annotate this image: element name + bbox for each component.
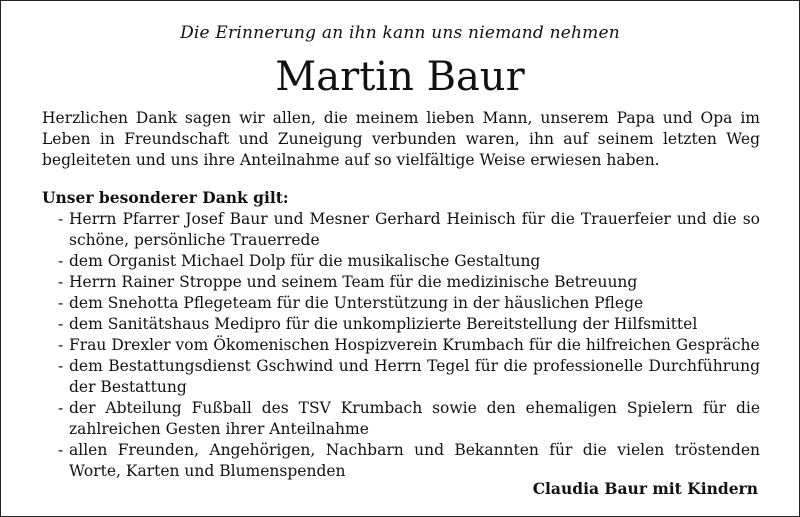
- thanks-item-text: dem Organist Michael Dolp für die musikalische Gestaltung: [69, 252, 541, 270]
- thanks-item: [42, 440, 760, 482]
- signature: Claudia Baur mit Kindern: [532, 479, 758, 498]
- intro-text: Herzlichen Dank sagen wir allen, die meinem lieben Mann, unserem Papa und Opa im Leben in Freundschaft und Zuneigung verbunden waren, ihn auf seinem letzten Weg begleiteten und uns ihre Anteilnahme auf so vielfältige Weise erwiesen haben.: [42, 109, 760, 169]
- thanks-item: [42, 209, 760, 251]
- thanks-list: [42, 209, 760, 482]
- thanks-item-text: Herrn Pfarrer Josef Baur und Mesner Gerhard Heinisch für die Trauerfeier und die so schöne, persönliche Trauerrede: [69, 210, 760, 249]
- thanks-item-text: Frau Drexler vom Ökomenischen Hospizverein Krumbach für die hilfreichen Gespräche: [69, 336, 760, 354]
- thanks-item-text: dem Bestattungsdienst Gschwind und Herrn Tegel für die professionelle Durchführung der Bestattung: [69, 357, 760, 396]
- bullet-dash: -: [58, 315, 64, 333]
- motto: Die Erinnerung an ihn kann uns niemand nehmen: [180, 23, 620, 43]
- thanks-item: [42, 272, 760, 293]
- thanks-item-text: dem Sanitätshaus Medipro für die unkomplizierte Bereitstellung der Hilfsmittel: [69, 315, 698, 333]
- thanks-item-text: Herrn Rainer Stroppe und seinem Team für die medizinische Betreuung: [69, 273, 638, 291]
- bullet-dash: -: [58, 252, 64, 270]
- thanks-item-text: der Abteilung Fußball des TSV Krumbach sowie den ehemaligen Spielern für die zahlreichen Gesten ihrer Anteilnahme: [69, 399, 760, 438]
- thanks-item-text: dem Snehotta Pflegeteam für die Unterstützung in der häuslichen Pflege: [69, 294, 644, 312]
- bullet-dash: -: [58, 210, 64, 228]
- thanks-heading: Unser besonderer Dank gilt:: [42, 188, 289, 207]
- bullet-dash: -: [58, 273, 64, 291]
- bullet-dash: -: [58, 441, 64, 459]
- thanks-item: [42, 314, 760, 335]
- thanks-item-text: allen Freunden, Angehörigen, Nachbarn und Bekannten für die vielen tröstenden Worte, Karten und Blumenspenden: [69, 441, 760, 480]
- thanks-item: [42, 251, 760, 272]
- thanks-item: [42, 335, 760, 356]
- thanks-item: [42, 398, 760, 440]
- bullet-dash: -: [58, 357, 64, 375]
- bullet-dash: -: [58, 294, 64, 312]
- thanks-item: [42, 293, 760, 314]
- bullet-dash: -: [58, 399, 64, 417]
- bullet-dash: -: [58, 336, 64, 354]
- thanks-item: [42, 356, 760, 398]
- deceased-name: Martin Baur: [275, 54, 525, 100]
